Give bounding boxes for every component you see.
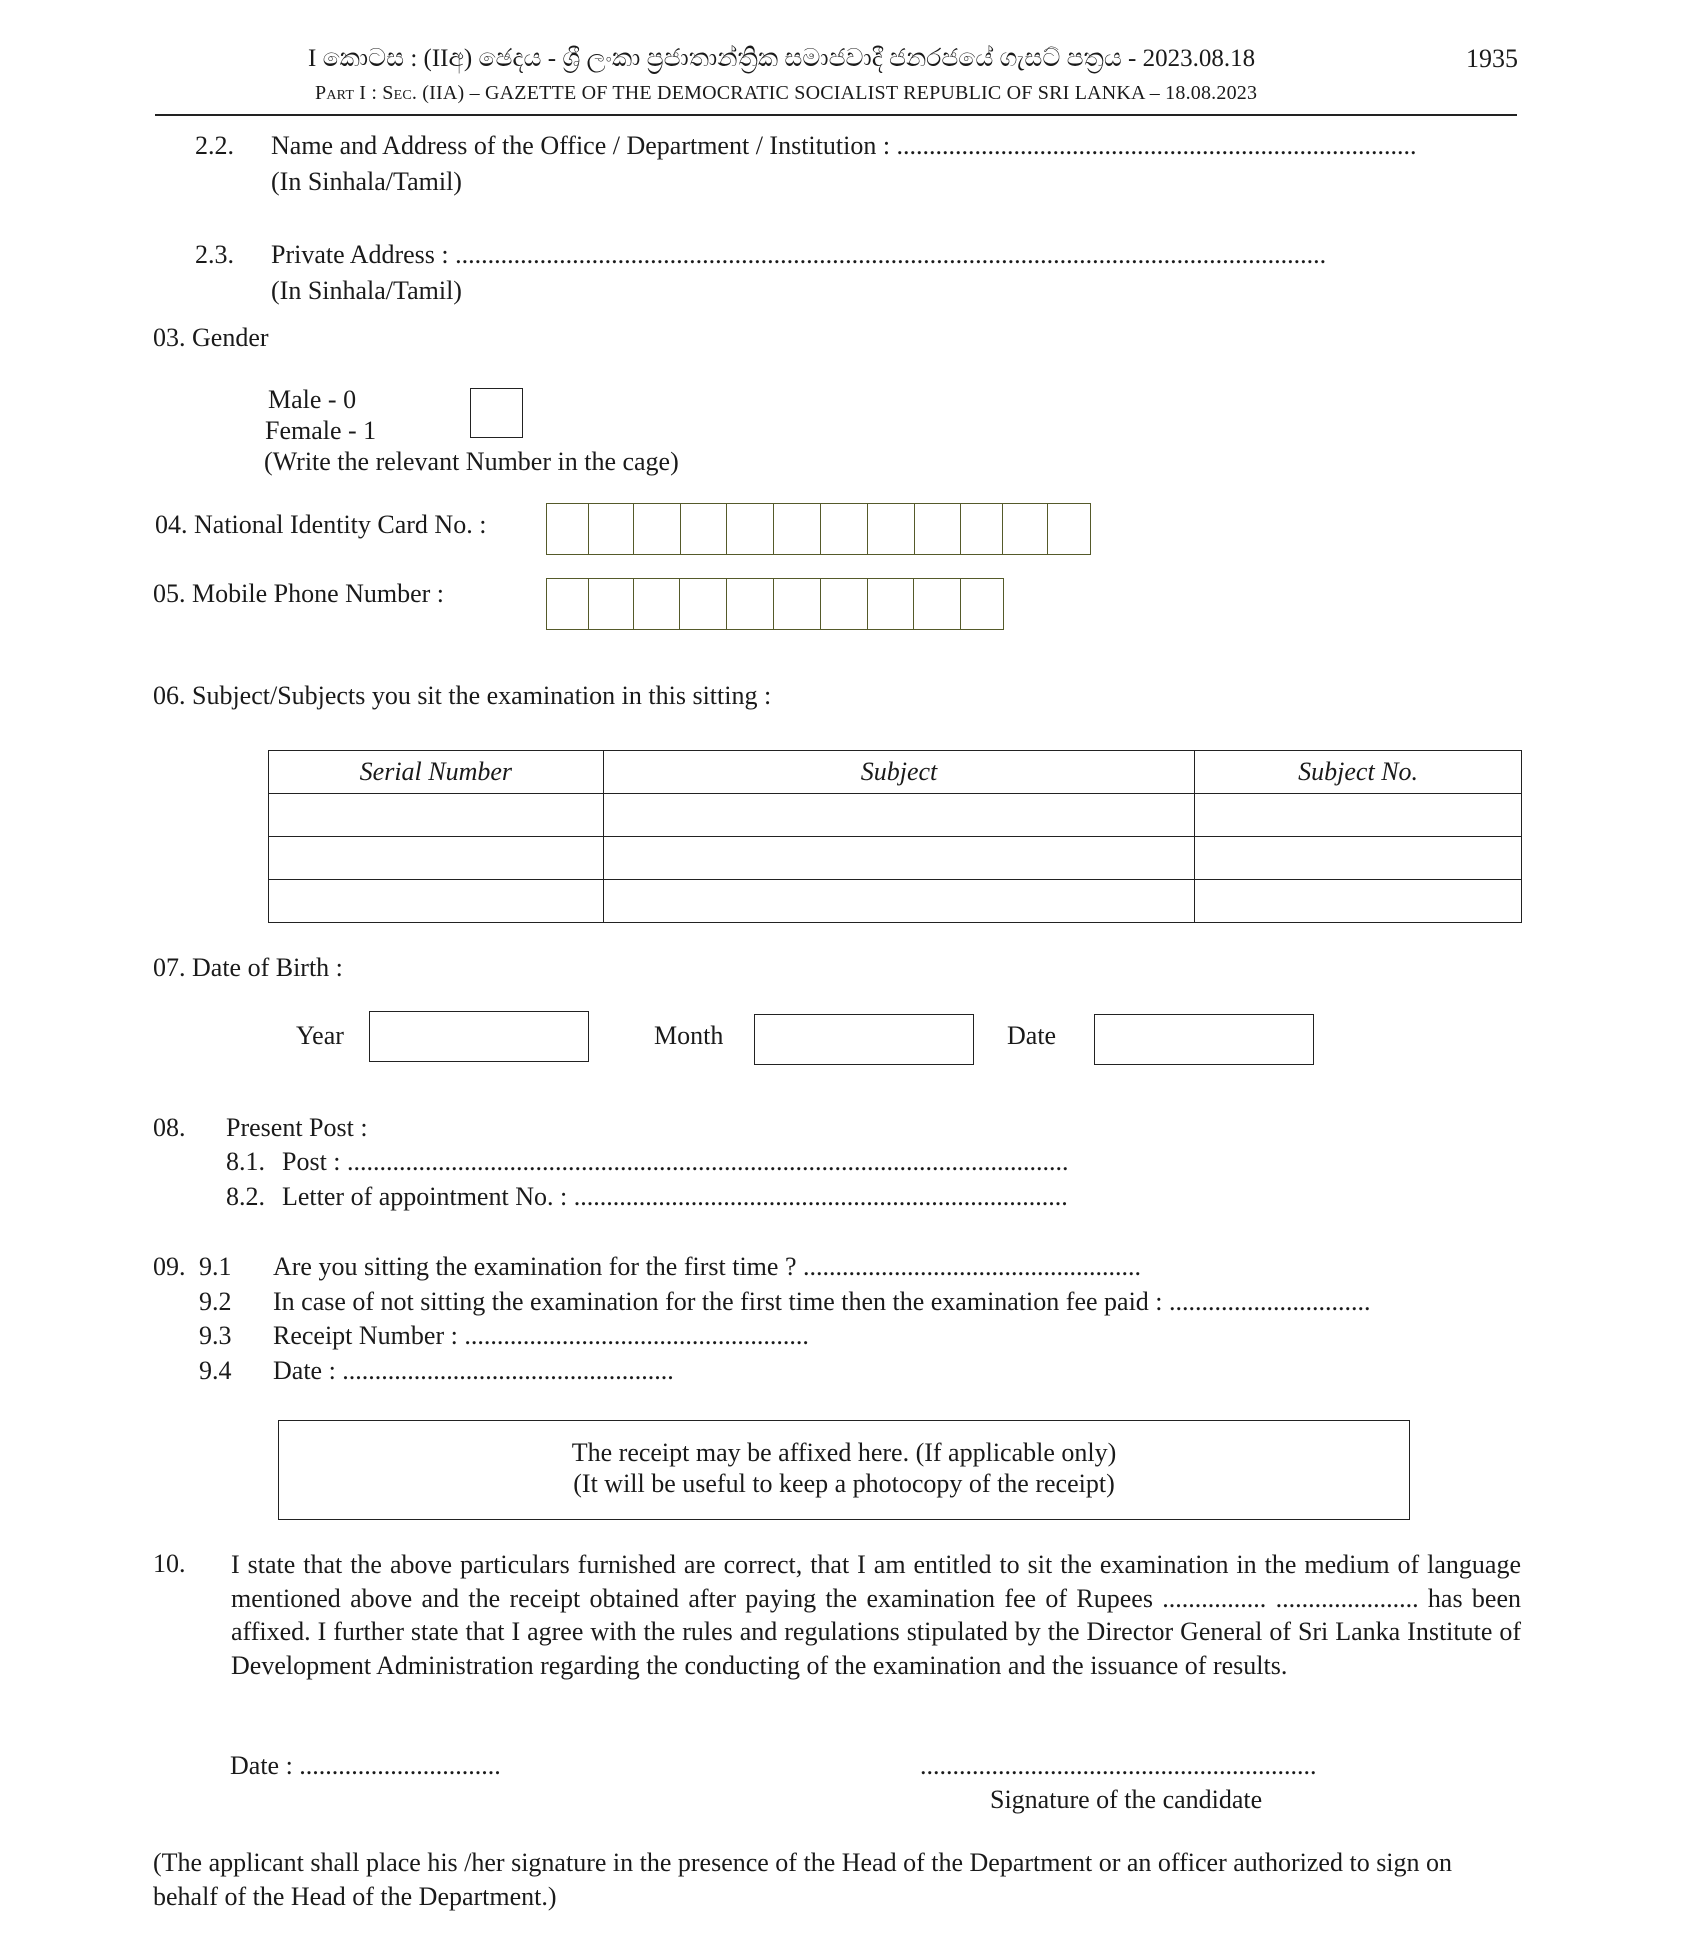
gender-heading: 03. Gender	[153, 323, 269, 352]
subjects-heading: 06. Subject/Subjects you sit the examination in this sitting :	[153, 681, 772, 710]
mobile-cell[interactable]	[868, 579, 915, 629]
receipt-affix-box	[278, 1420, 1410, 1520]
item-9-3-number: 9.3	[199, 1321, 232, 1350]
dob-heading: 07. Date of Birth :	[153, 953, 343, 982]
gender-input-box[interactable]	[470, 388, 523, 438]
header-sinhala-line: I කොටස : (IIඅ) ඡෙදය - ශ්‍රී ලංකා ප්‍රජාතාන්ත්‍රික සමාජවාදී ජනරජයේ ගැසට් පත්‍රය - 2023.08.18	[308, 45, 1256, 72]
dob-year-label: Year	[296, 1021, 344, 1050]
nic-cell[interactable]	[727, 504, 774, 554]
serial-number-cell[interactable]	[269, 880, 604, 923]
signature-line: .............................................................	[920, 1751, 1317, 1780]
nic-cell[interactable]	[681, 504, 728, 554]
subject-cell[interactable]	[603, 794, 1194, 837]
nic-cell[interactable]	[1003, 504, 1048, 554]
nic-cell[interactable]	[915, 504, 962, 554]
gender-instruction: (Write the relevant Number in the cage)	[264, 447, 679, 476]
item-2-2-language-note: (In Sinhala/Tamil)	[271, 167, 462, 196]
header-rule	[155, 114, 1517, 116]
subject-cell[interactable]	[603, 880, 1194, 923]
nic-cell[interactable]	[589, 504, 634, 554]
first-time-question: Are you sitting the examination for the first time ? ....................................................	[273, 1252, 1141, 1281]
subjects-table-header-row	[269, 751, 1522, 794]
present-post-heading: Present Post :	[226, 1113, 368, 1142]
item-2-2-number: 2.2.	[195, 131, 234, 160]
dob-date-input[interactable]	[1094, 1014, 1314, 1065]
item-2-3-number: 2.3.	[195, 240, 234, 269]
page-number: 1935	[1466, 44, 1518, 73]
item-9-2-number: 9.2	[199, 1287, 232, 1316]
receipt-note-line-2: (It will be useful to keep a photocopy of the receipt)	[573, 1469, 1115, 1498]
subject-no-cell[interactable]	[1195, 837, 1522, 880]
signature-label: Signature of the candidate	[990, 1785, 1263, 1814]
item-2-3-private-address: Private Address : ......................................................................................................................................	[271, 240, 1327, 269]
gender-male-option: Male - 0	[268, 385, 357, 414]
dob-month-input[interactable]	[754, 1014, 974, 1065]
item-9-1-number: 9.1	[199, 1252, 232, 1281]
dob-date-label: Date	[1007, 1021, 1057, 1050]
subject-no-cell[interactable]	[1195, 794, 1522, 837]
mobile-cell[interactable]	[589, 579, 634, 629]
mobile-input-cells[interactable]	[546, 578, 1004, 630]
column-header-subject-no: Subject No.	[1195, 751, 1522, 794]
nic-input-cells[interactable]	[546, 503, 1091, 555]
item-8-2-number: 8.2.	[226, 1182, 265, 1211]
nic-cell[interactable]	[634, 504, 681, 554]
dob-year-input[interactable]	[369, 1011, 589, 1062]
item-8-1-number: 8.1.	[226, 1147, 265, 1176]
receipt-date-field: Date : ...................................................	[273, 1356, 674, 1385]
gender-female-option: Female - 1	[265, 416, 377, 445]
subject-cell[interactable]	[603, 837, 1194, 880]
nic-cell[interactable]	[774, 504, 821, 554]
header-english-line: Part I : Sec. (IIA) – GAZETTE OF THE DEMOCRATIC SOCIALIST REPUBLIC OF SRI LANKA – 18.08.2023	[315, 82, 1258, 104]
mobile-cell[interactable]	[680, 579, 727, 629]
subject-no-cell[interactable]	[1195, 880, 1522, 923]
dob-month-label: Month	[654, 1021, 724, 1050]
nic-label: 04. National Identity Card No. :	[155, 510, 487, 539]
nic-cell[interactable]	[868, 504, 915, 554]
declaration-paragraph: I state that the above particulars furnished are correct, that I am entitled to sit the examination in the medium of language mentioned above and the receipt obtained after paying the examination fee of Rupees ................ ...................... has been affixed. I further state that I agree with the rules and regulations stipulated by the Director General of Sri Lanka Institute of Development Administration regarding the conducting of the examination and the issuance of results.	[231, 1550, 1521, 1680]
signature-date-field: Date : ...............................	[230, 1751, 501, 1780]
table-row	[269, 794, 1522, 837]
signature-footnote: (The applicant shall place his /her signature in the presence of the Head of the Department or an officer authorized to sign on behalf of the Head of the Department.)	[153, 1848, 1453, 1911]
mobile-cell[interactable]	[914, 579, 961, 629]
fee-paid-field: In case of not sitting the examination for the first time then the examination fee paid : ...............................	[273, 1287, 1371, 1316]
nic-cell[interactable]	[1048, 504, 1090, 554]
item-08-number: 08.	[153, 1113, 186, 1142]
subjects-table	[268, 750, 1522, 923]
nic-cell[interactable]	[547, 504, 589, 554]
appointment-letter-field: Letter of appointment No. : ............................................................................	[282, 1182, 1068, 1211]
table-row	[269, 837, 1522, 880]
mobile-cell[interactable]	[774, 579, 821, 629]
mobile-cell[interactable]	[634, 579, 681, 629]
table-row	[269, 880, 1522, 923]
item-10-number: 10.	[153, 1549, 186, 1578]
nic-cell[interactable]	[961, 504, 1003, 554]
column-header-serial-number: Serial Number	[269, 751, 604, 794]
receipt-note-line-1: The receipt may be affixed here. (If applicable only)	[571, 1438, 1117, 1467]
column-header-subject: Subject	[603, 751, 1194, 794]
mobile-cell[interactable]	[821, 579, 868, 629]
serial-number-cell[interactable]	[269, 794, 604, 837]
receipt-number-field: Receipt Number : .....................................................	[273, 1321, 809, 1350]
item-2-3-language-note: (In Sinhala/Tamil)	[271, 276, 462, 305]
item-9-4-number: 9.4	[199, 1356, 232, 1385]
serial-number-cell[interactable]	[269, 837, 604, 880]
nic-cell[interactable]	[821, 504, 868, 554]
mobile-cell[interactable]	[727, 579, 774, 629]
item-09-number: 09.	[153, 1252, 186, 1281]
mobile-label: 05. Mobile Phone Number :	[153, 579, 445, 608]
mobile-cell[interactable]	[961, 579, 1003, 629]
post-field: Post : ...............................................................................................................	[282, 1147, 1069, 1176]
mobile-cell[interactable]	[547, 579, 589, 629]
item-2-2-office-address: Name and Address of the Office / Department / Institution : ................................................................................	[271, 131, 1417, 160]
